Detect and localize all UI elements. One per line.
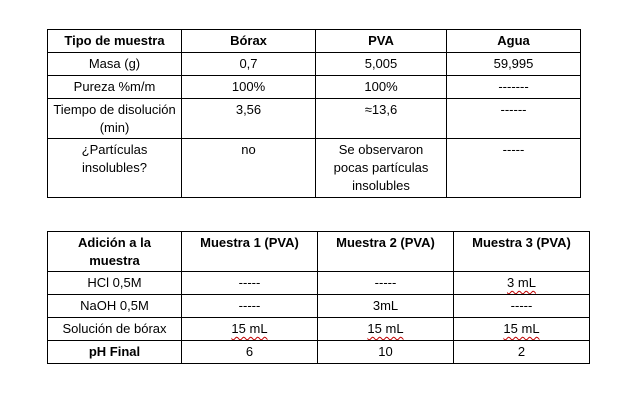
table-cell: ------: [447, 99, 581, 139]
properties-table: [47, 29, 581, 198]
row-label: Pureza %m/m: [48, 76, 182, 99]
header-cell: Tipo de muestra: [48, 30, 182, 53]
header-cell: Muestra 1 (PVA): [182, 232, 318, 272]
table-row: [48, 341, 590, 364]
header-cell: Adición a la muestra: [48, 232, 182, 272]
cell-text: 3 mL: [507, 275, 536, 290]
header-cell: Bórax: [182, 30, 316, 53]
table-cell: [182, 318, 318, 341]
row-label: Masa (g): [48, 53, 182, 76]
row-label: ¿Partículas insolubles?: [48, 139, 182, 198]
row-label: HCl 0,5M: [48, 272, 182, 295]
table-cell: -----: [182, 272, 318, 295]
table-row: [48, 53, 581, 76]
table-cell: 3mL: [318, 295, 454, 318]
table-cell: -------: [447, 76, 581, 99]
row-label: Tiempo de disolución (min): [48, 99, 182, 139]
table-cell: 10: [318, 341, 454, 364]
table-cell: 3,56: [182, 99, 316, 139]
table-cell: 2: [454, 341, 590, 364]
table-cell: 100%: [182, 76, 316, 99]
additions-table: [47, 231, 590, 364]
table-cell: Se observaron pocas partículas insolubles: [316, 139, 447, 198]
header-cell: Muestra 2 (PVA): [318, 232, 454, 272]
table-cell: 6: [182, 341, 318, 364]
table-cell: 5,005: [316, 53, 447, 76]
table-cell: [454, 272, 590, 295]
table-cell: -----: [447, 139, 581, 198]
table-header-row: [48, 232, 590, 272]
table-cell: [318, 318, 454, 341]
header-cell: Muestra 3 (PVA): [454, 232, 590, 272]
table-header-row: [48, 30, 581, 53]
cell-text: 15 mL: [367, 321, 404, 336]
table-cell: 0,7: [182, 53, 316, 76]
row-label: Solución de bórax: [48, 318, 182, 341]
table-row: [48, 318, 590, 341]
table-cell: -----: [318, 272, 454, 295]
table-cell: 100%: [316, 76, 447, 99]
table-row: [48, 99, 581, 139]
table-row: [48, 139, 581, 198]
row-label: pH Final: [48, 341, 182, 364]
header-cell: PVA: [316, 30, 447, 53]
table-cell: no: [182, 139, 316, 198]
table-cell: 59,995: [447, 53, 581, 76]
table-row: [48, 272, 590, 295]
table-cell: ≈13,6: [316, 99, 447, 139]
table-cell: [454, 318, 590, 341]
table-row: [48, 295, 590, 318]
table-cell: -----: [182, 295, 318, 318]
header-cell: Agua: [447, 30, 581, 53]
table-cell: -----: [454, 295, 590, 318]
cell-text: 15 mL: [231, 321, 268, 336]
table-row: [48, 76, 581, 99]
row-label: NaOH 0,5M: [48, 295, 182, 318]
cell-text: 15 mL: [503, 321, 540, 336]
